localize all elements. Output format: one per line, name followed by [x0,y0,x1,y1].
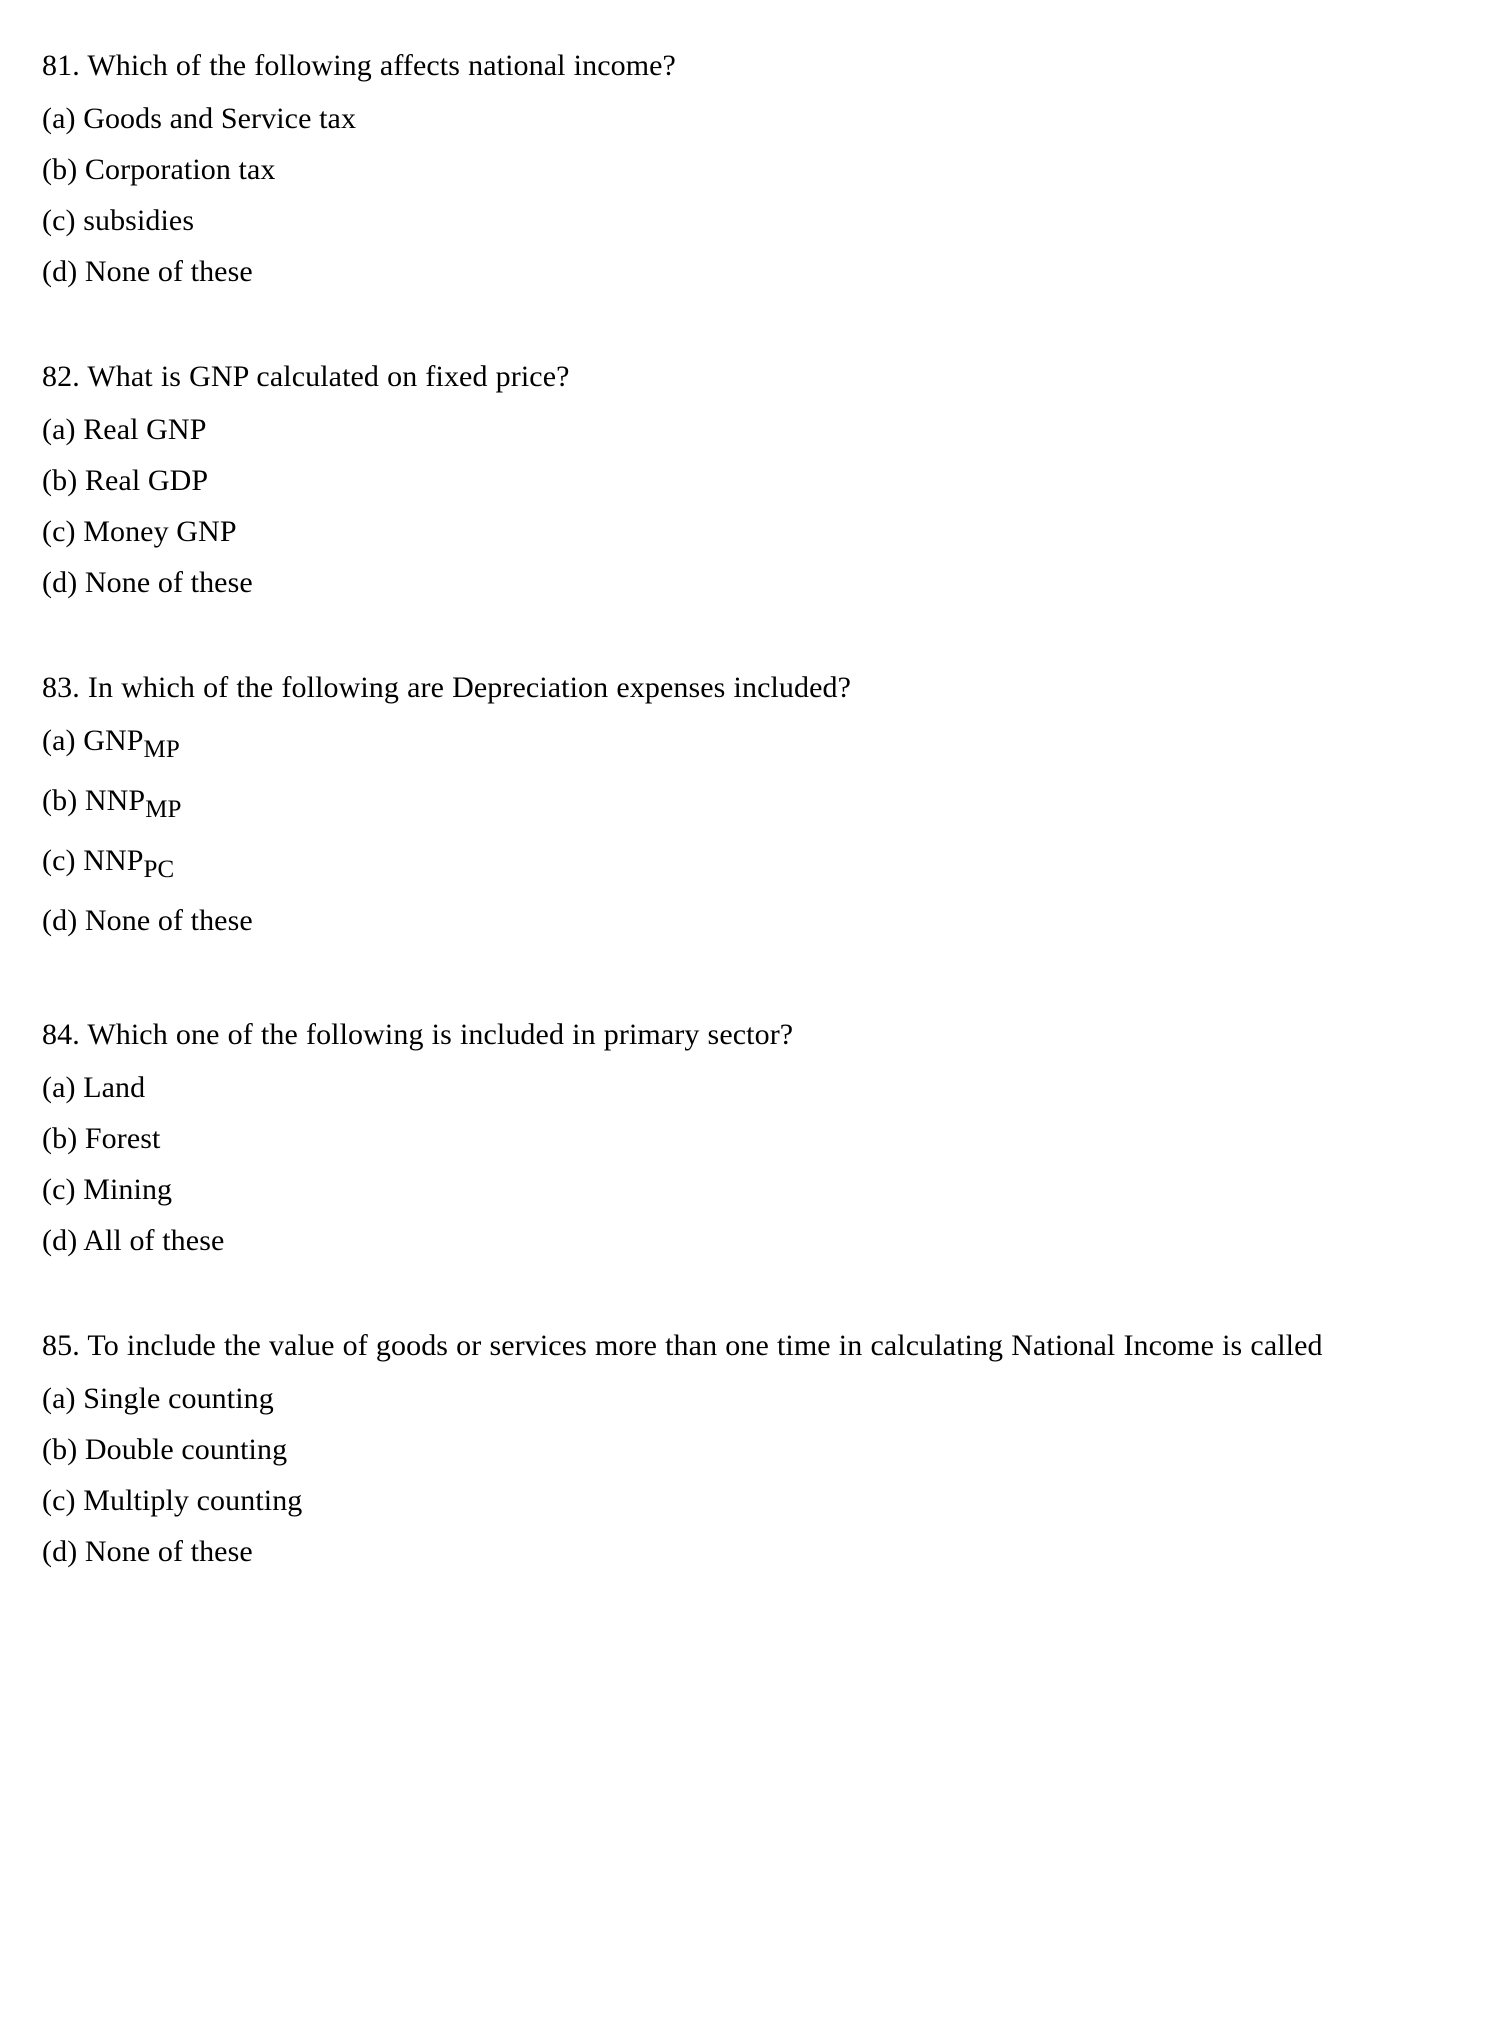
option-85-d[interactable]: (d) None of these [42,1535,253,1568]
option-84-b[interactable]: (b) Forest [42,1122,161,1155]
option-83-d[interactable] [42,895,1445,955]
option-82-d[interactable]: (d) None of these [42,566,253,599]
question-text-83: 83. In which of the following are Depreciation expenses included? [42,671,852,704]
option-82-b[interactable]: (b) Real GDP [42,464,209,497]
option-83-a-base: (a) GNP [42,724,144,757]
option-list-81 [42,93,1445,297]
option-83-a[interactable] [42,715,1445,775]
option-83-c-base: (c) NNP [42,844,144,877]
question-block-84 [42,1009,1445,1266]
option-83-b-base: (b) NNP [42,784,146,817]
question-block-82 [42,351,1445,608]
option-85-a[interactable]: (a) Single counting [42,1382,274,1415]
option-81-b[interactable]: (b) Corporation tax [42,153,276,186]
option-83-b-subscript: MP [145,796,182,823]
option-83-c-subscript: PC [143,856,175,883]
option-81-d[interactable]: (d) None of these [42,255,253,288]
option-list-82 [42,404,1445,608]
option-83-a-subscript: MP [143,736,180,763]
option-83-b[interactable] [42,775,1445,835]
option-81-a[interactable]: (a) Goods and Service tax [42,102,357,135]
option-84-c[interactable]: (c) Mining [42,1173,173,1206]
question-block-81 [42,40,1445,297]
option-83-c[interactable] [42,835,1445,895]
option-list-83 [42,715,1445,955]
option-list-85 [42,1373,1445,1577]
question-block-83 [42,662,1445,955]
option-82-a[interactable]: (a) Real GNP [42,413,207,446]
question-text-85: 85. To include the value of goods or services more than one time in calculating National Income is called [42,1329,1323,1362]
question-text-84: 84. Which one of the following is included in primary sector? [42,1018,794,1051]
question-text-81: 81. Which of the following affects national income? [42,49,676,82]
option-85-c[interactable]: (c) Multiply counting [42,1484,303,1517]
option-84-d[interactable]: (d) All of these [42,1224,225,1257]
question-text-82: 82. What is GNP calculated on fixed price? [42,360,570,393]
option-82-c[interactable]: (c) Money GNP [42,515,237,548]
option-83-d-base: (d) None of these [42,904,253,937]
option-list-84 [42,1062,1445,1266]
question-block-85 [42,1320,1445,1577]
option-81-c[interactable]: (c) subsidies [42,204,195,237]
option-85-b[interactable]: (b) Double counting [42,1433,288,1466]
option-84-a[interactable]: (a) Land [42,1071,146,1104]
